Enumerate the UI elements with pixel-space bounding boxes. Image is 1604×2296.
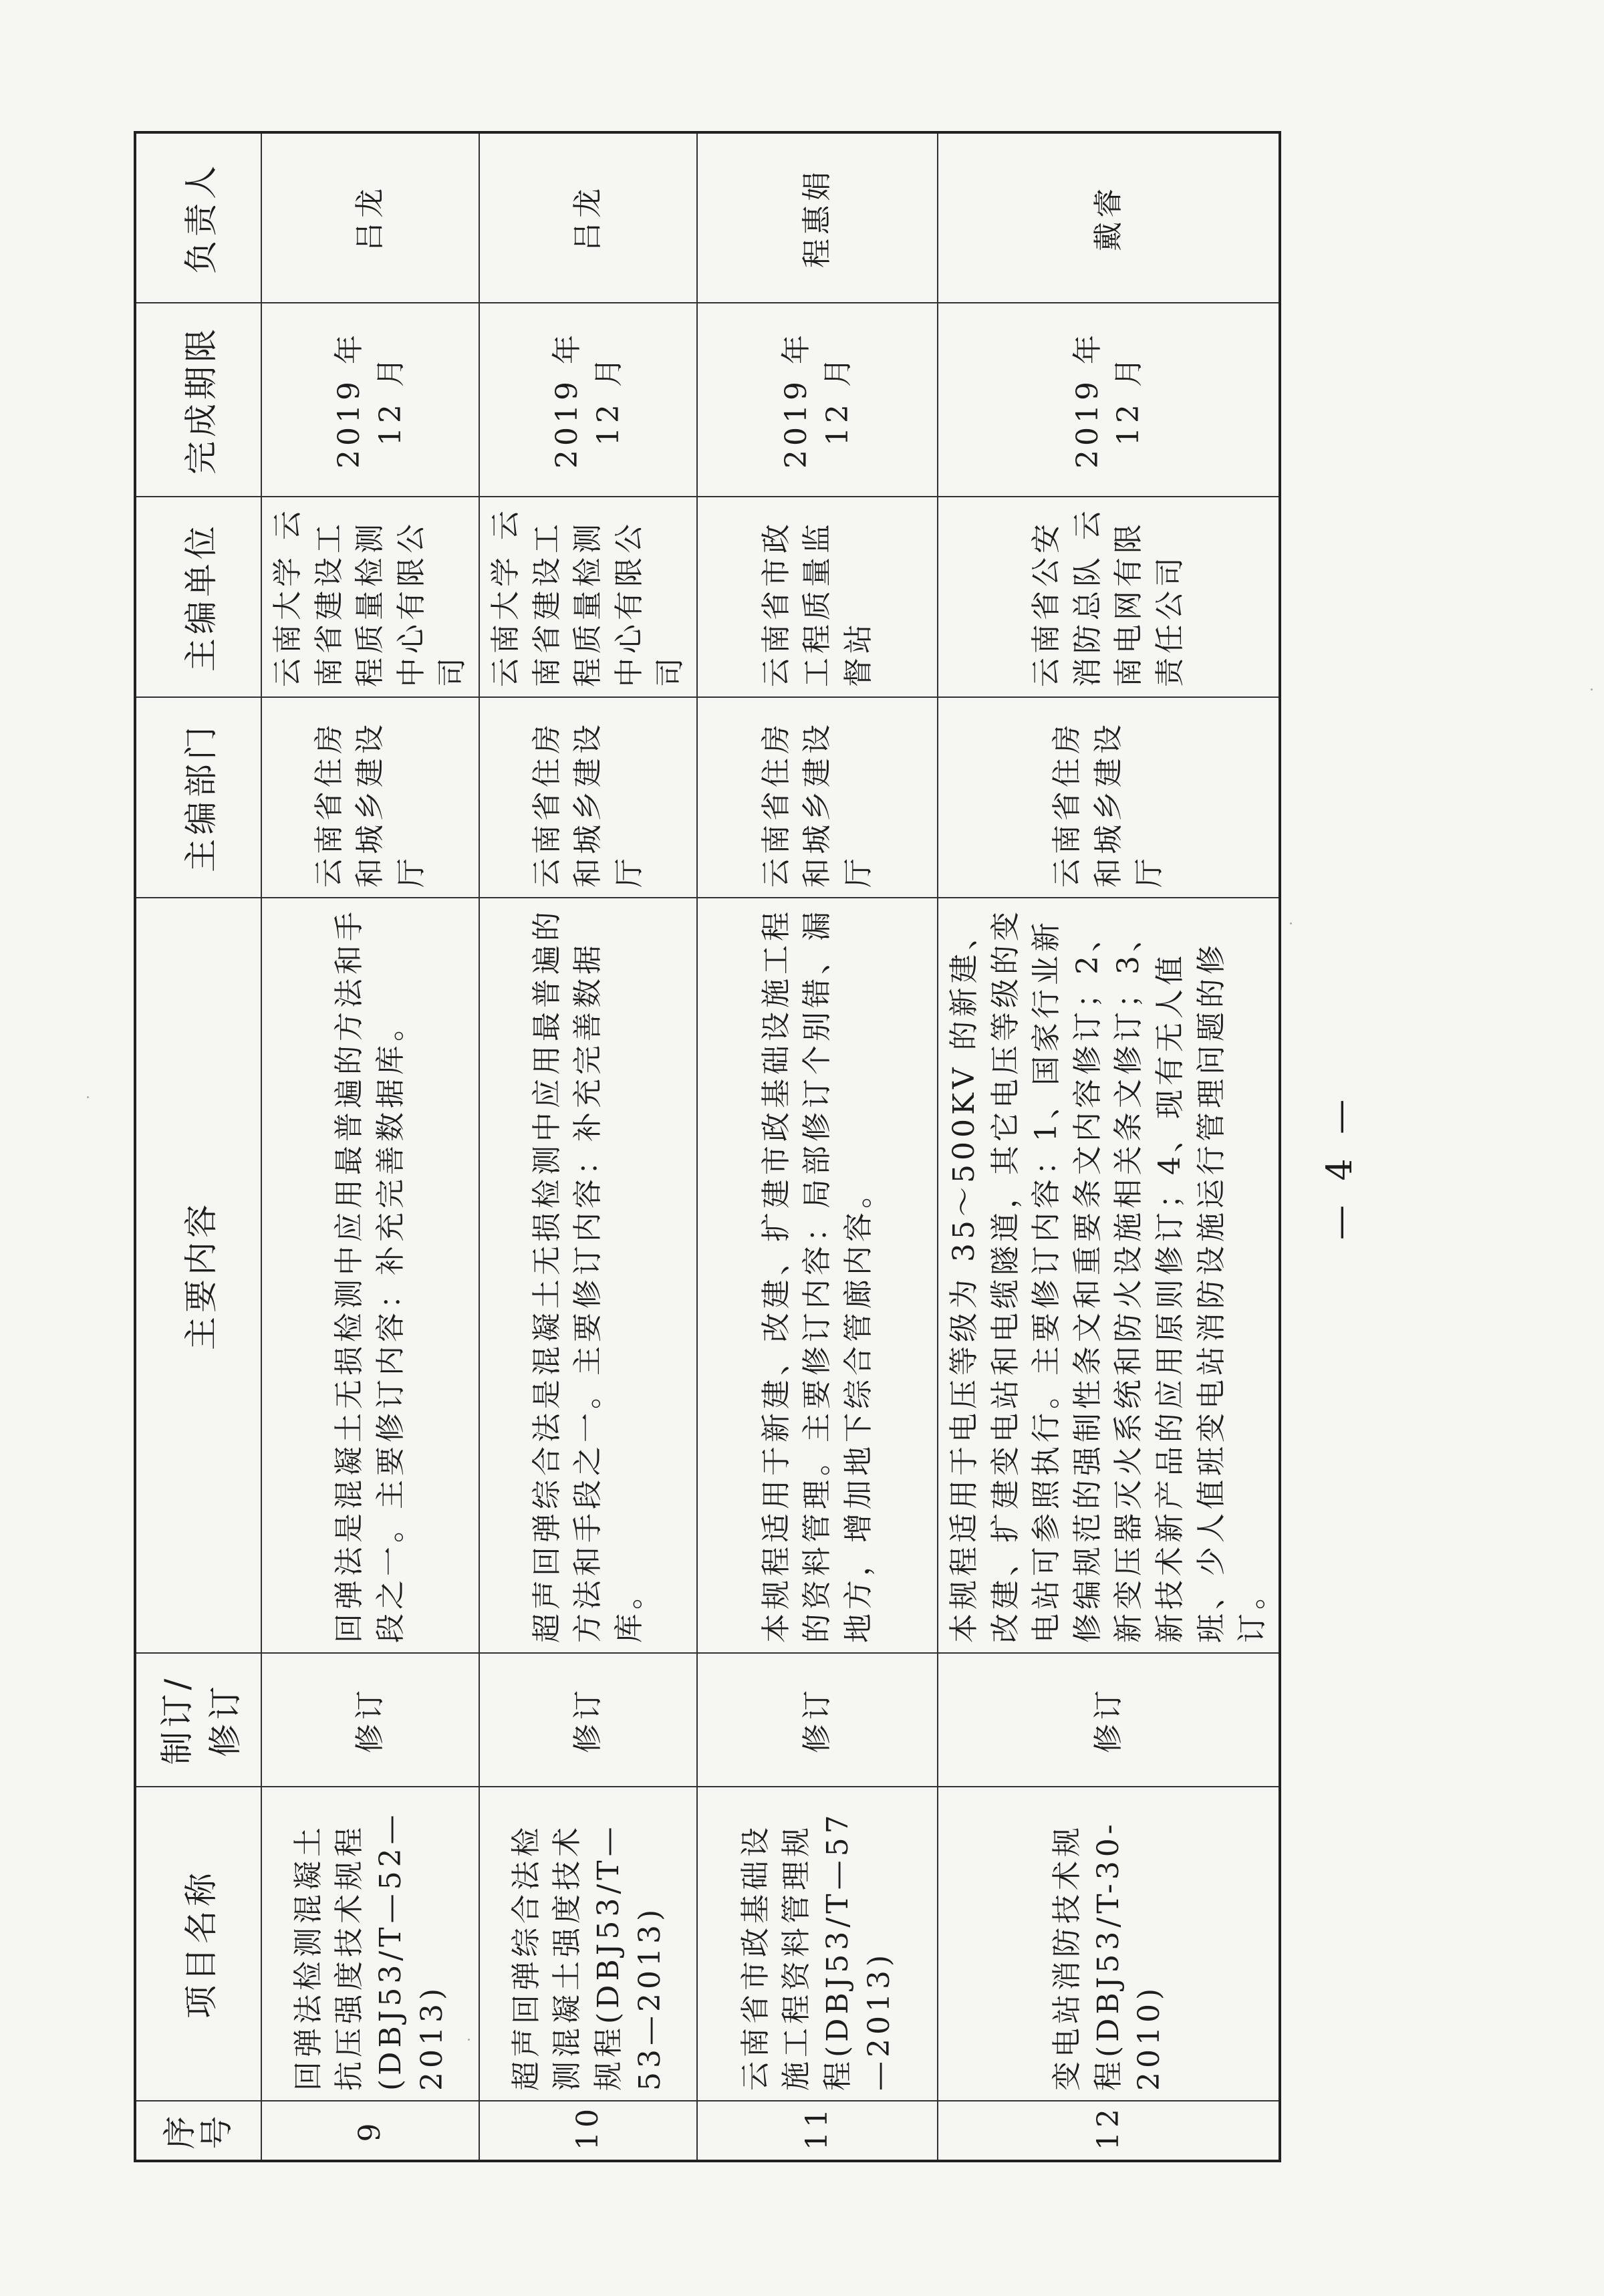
- table-row: [697, 132, 938, 2161]
- cell-name: 变电站消防技术规程(DBJ53/T-30-2010): [938, 1787, 1280, 2101]
- cell-seq: 9: [261, 2101, 479, 2161]
- header-type: 制订/修订: [135, 1653, 261, 1787]
- header-dept: 主编部门: [135, 697, 261, 898]
- cell-content: 回弹法是混凝土无损检测中应用最普遍的方法和手段之一。主要修订内容：补充完善数据库。: [261, 898, 479, 1653]
- cell-dept: 云南省住房和城乡建设厅: [938, 697, 1280, 898]
- cell-content: 超声回弹综合法是混凝土无损检测中应用最普遍的方法和手段之一。主要修订内容：补充完善数据库。: [479, 898, 697, 1653]
- cell-owner: 程惠娟: [697, 132, 938, 303]
- cell-name: 云南省市政基础设施工程资料管理规程(DBJ53/T—57—2013): [697, 1787, 938, 2101]
- cell-seq: 12: [938, 2101, 1280, 2161]
- cell-type: 修订: [261, 1653, 479, 1787]
- header-unit: 主编单位: [135, 497, 261, 697]
- cell-name: 超声回弹综合法检测混凝土强度技术规程(DBJ53/T—53—2013): [479, 1787, 697, 2101]
- table-header-row: [135, 132, 261, 2161]
- cell-deadline: 2019 年 12 月: [697, 303, 938, 497]
- table-row: [479, 132, 697, 2161]
- cell-name: 回弹法检测混凝土抗压强度技术规程(DBJ53/T—52—2013): [261, 1787, 479, 2101]
- cell-type: 修订: [479, 1653, 697, 1787]
- table-row: [938, 132, 1280, 2161]
- cell-dept: 云南省住房和城乡建设厅: [261, 697, 479, 898]
- cell-type: 修订: [938, 1653, 1280, 1787]
- header-seq: 序号: [135, 2101, 261, 2161]
- cell-content: 本规程适用于电压等级为 35～500KV 的新建、改建、扩建变电站和电缆隧道，其它电压等级的变电站可参照执行。主要修订内容：1、国家行业新修编规范的强制性条文和重要条文内容修订；2、新变压器灭火系统和防火设施相关条文修订；3、新技术新产品的应用原则修订；4、现有无人值班、少人值班变电站消防设施运行管理问题的修订。: [938, 898, 1280, 1653]
- standards-table-container: [134, 134, 1270, 2162]
- cell-deadline: 2019 年 12 月: [479, 303, 697, 497]
- header-content: 主要内容: [135, 898, 261, 1653]
- cell-unit: 云南大学 云南省建设工程质量检测中心有限公司: [479, 497, 697, 697]
- cell-unit: 云南大学 云南省建设工程质量检测中心有限公司: [261, 497, 479, 697]
- cell-content: 本规程适用于新建、改建、扩建市政基础设施工程的资料管理。主要修订内容：局部修订个别错、漏地方，增加地下综合管廊内容。: [697, 898, 938, 1653]
- cell-deadline: 2019 年 12 月: [938, 303, 1280, 497]
- cell-unit: 云南省公安消防总队 云南电网有限责任公司: [938, 497, 1280, 697]
- cell-owner: 吕龙: [261, 132, 479, 303]
- cell-owner: 戴睿: [938, 132, 1280, 303]
- cell-owner: 吕龙: [479, 132, 697, 303]
- page-number: — 4 —: [1320, 1092, 1360, 1240]
- cell-seq: 11: [697, 2101, 938, 2161]
- cell-unit: 云南省市政工程质量监督站: [697, 497, 938, 697]
- header-deadline: 完成期限: [135, 303, 261, 497]
- cell-dept: 云南省住房和城乡建设厅: [479, 697, 697, 898]
- cell-seq: 10: [479, 2101, 697, 2161]
- cell-dept: 云南省住房和城乡建设厅: [697, 697, 938, 898]
- header-name: 项目名称: [135, 1787, 261, 2101]
- standards-table: [134, 131, 1281, 2162]
- table-row: [261, 132, 479, 2161]
- header-owner: 负责人: [135, 132, 261, 303]
- cell-deadline: 2019 年 12 月: [261, 303, 479, 497]
- cell-type: 修订: [697, 1653, 938, 1787]
